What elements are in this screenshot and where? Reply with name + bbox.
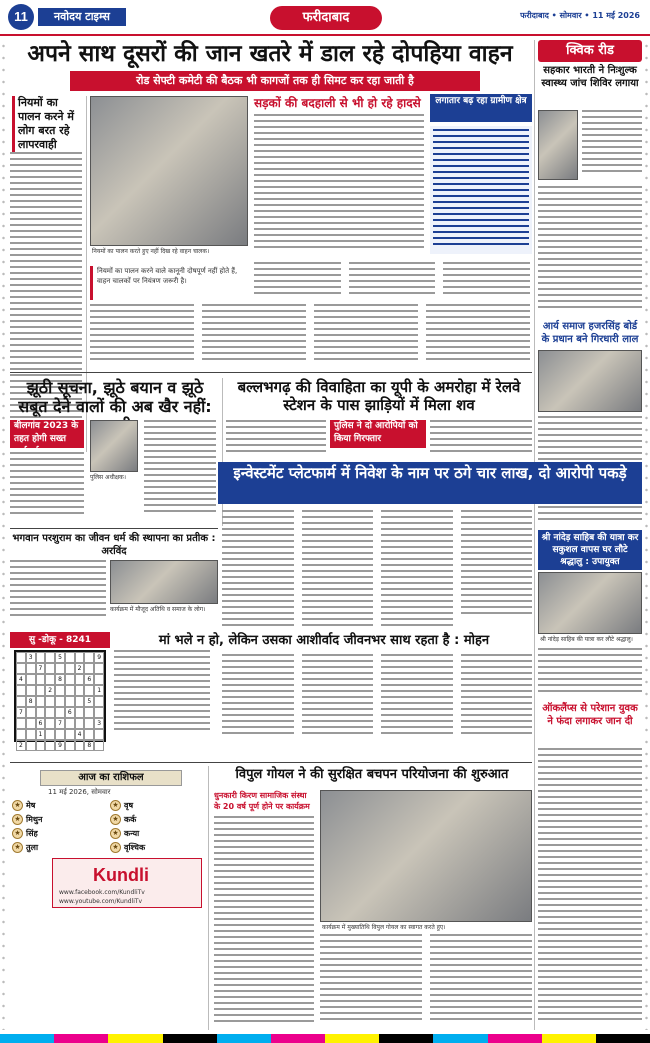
sudoku-cell: [16, 663, 26, 674]
sudoku-cell: [16, 696, 26, 707]
sudoku-cell: [65, 718, 75, 729]
sudoku-cell: [65, 740, 75, 751]
sudoku-cell: [75, 652, 85, 663]
zodiac-icon: ★: [12, 828, 23, 839]
arya-samaj-headline: आर्य समाज हजरसिंह बोर्ड के प्रधान बने गिरधारी लाल: [541, 321, 639, 345]
youth-text: [538, 748, 642, 1028]
sudoku-cell: 3: [26, 652, 36, 663]
sudoku-cell: [45, 740, 55, 751]
sudoku-cell: 6: [84, 674, 94, 685]
lead-blue-box-text: [430, 126, 532, 254]
sudoku-cell: [55, 663, 65, 674]
sudoku-cell: [36, 740, 46, 751]
youth-headline: ऑकलैंप्स से परेशान युवक ने फंदा लगाकर जान दी: [542, 703, 638, 727]
sp-headline: झूठी सूचना, झूठे बयान व झूठे सबूत देने वालों की अब खैर नहीं:: [18, 378, 212, 416]
parshuram-photo: [110, 560, 218, 604]
sudoku-cell: [75, 674, 85, 685]
sudoku-cell: [26, 674, 36, 685]
sudoku-cell: [26, 729, 36, 740]
vipul-photo: [320, 790, 532, 922]
sudoku-cell: [36, 674, 46, 685]
sudoku-cell: [26, 718, 36, 729]
sudoku-cell: 8: [84, 740, 94, 751]
sudoku-cell: [36, 685, 46, 696]
sudoku-cell: 3: [94, 718, 104, 729]
lead-mid-text: [254, 262, 530, 302]
sudoku-cell: 1: [94, 685, 104, 696]
quick-read-photo: [538, 110, 578, 180]
sudoku-cell: 7: [36, 663, 46, 674]
arya-samaj-photo: [538, 350, 642, 412]
lead-photo-caption: नियमों का पालन करते हुए नहीं दिख रहे वाहन चालक।: [92, 248, 210, 255]
sudoku-cell: 9: [55, 740, 65, 751]
sudoku-cell: [65, 652, 75, 663]
sudoku-cell: [94, 674, 104, 685]
sudoku-cell: [55, 685, 65, 696]
sp-photo-caption: पुलिस अधीक्षक।: [90, 474, 127, 481]
zodiac-label: कर्क: [124, 815, 137, 824]
sudoku-cell: 4: [75, 729, 85, 740]
sudoku-cell: [65, 663, 75, 674]
parshuram-text-col1: [10, 560, 106, 626]
sudoku-cell: [84, 685, 94, 696]
sudoku-cell: [94, 663, 104, 674]
sudoku-cell: [45, 718, 55, 729]
nanded-text: [538, 648, 642, 698]
sudoku-cell: 2: [75, 663, 85, 674]
zodiac-icon: ★: [12, 814, 23, 825]
sudoku-cell: [16, 729, 26, 740]
vipul-subheadline: धुनकारी किरण सामाजिक संस्था के 20 वर्ष पूर्ण होने पर कार्यक्रम: [214, 791, 310, 811]
sudoku-cell: 8: [26, 696, 36, 707]
sudoku-cell: 2: [16, 740, 26, 751]
sudoku-instructions: [114, 650, 210, 742]
zodiac-label: कन्या: [124, 829, 140, 838]
ballabhgarh-text-col3: [430, 420, 532, 458]
sudoku-cell: 9: [94, 652, 104, 663]
sudoku-cell: [55, 696, 65, 707]
sudoku-cell: [84, 663, 94, 674]
sudoku-cell: [16, 652, 26, 663]
side-dot-strip-right: [644, 40, 649, 1030]
sudoku-cell: [65, 696, 75, 707]
vipul-text-col1: [214, 816, 314, 1028]
sudoku-cell: 8: [55, 674, 65, 685]
sudoku-cell: [94, 696, 104, 707]
sudoku-cell: 7: [55, 718, 65, 729]
lead-side-heading: नियमों का पालन करने में लोग बरत रहे लापरवाही: [12, 96, 82, 152]
sudoku-cell: 1: [36, 729, 46, 740]
sudoku-cell: 4: [16, 674, 26, 685]
section-rule: [10, 762, 532, 763]
lead-blue-highlight: लगातार बढ़ रहा ग्रामीण क्षेत्र: [430, 94, 532, 122]
zodiac-label: मेष: [26, 801, 36, 810]
brand-logo: नवोदय टाइम्स: [38, 8, 126, 26]
lead-bottom-text: [90, 304, 530, 364]
nanded-caption: श्री नांदेड़ साहिब की यात्रा कर लौटे श्रद्धालु।: [540, 636, 633, 643]
investment-text: [222, 510, 532, 626]
investment-fraud-banner: इन्वेस्टमेंट प्लेटफार्म में निवेश के नाम पर ठगे चार लाख, दो आरोपी पकड़े: [218, 462, 642, 504]
ad-facebook-line: www.facebook.com/KundliTv: [59, 889, 145, 896]
lead-inner-text: [254, 114, 424, 254]
sudoku-cell: [45, 652, 55, 663]
sudoku-cell: [36, 652, 46, 663]
sudoku-cell: [94, 707, 104, 718]
sudoku-cell: [75, 696, 85, 707]
sudoku-cell: [75, 740, 85, 751]
ballabhgarh-text-col1: [226, 420, 326, 458]
sudoku-cell: [36, 707, 46, 718]
dateline: फरीदाबाद • सोमवार • 11 मई 2026: [520, 11, 640, 20]
vipul-text-col2: [320, 934, 532, 1028]
parshuram-headline: भगवान परशुराम का जीवन धर्म की स्थापना का प्रतीक : अरविंद: [12, 533, 216, 557]
sudoku-cell: [94, 740, 104, 751]
parshuram-caption: कार्यक्रम में मौजूद अतिथि व समाज के लोग।: [110, 606, 206, 613]
page-number: 11: [8, 4, 34, 30]
quick-read-side-text: [582, 110, 642, 180]
lead-inner-heading: सड़कों की बदहाली से भी हो रहे हादसे: [254, 96, 421, 110]
sudoku-cell: 6: [65, 707, 75, 718]
sudoku-cell: [45, 707, 55, 718]
zodiac-icon: ★: [12, 842, 23, 853]
sp-subheadline: बीलगांव 2023 के तहत होगी सख्त: [10, 420, 84, 448]
sudoku-cell: [26, 685, 36, 696]
zodiac-icon: ★: [110, 828, 121, 839]
zodiac-label: सिंह: [26, 829, 38, 838]
sudoku-cell: [84, 718, 94, 729]
side-dot-strip-left: [1, 40, 6, 1030]
section-rule: [10, 372, 532, 373]
kundli-advertisement: [52, 858, 202, 908]
zodiac-icon: ★: [110, 800, 121, 811]
sudoku-cell: [65, 685, 75, 696]
quick-read-text: [538, 186, 642, 316]
ad-youtube-line: www.youtube.com/KundliTv: [59, 898, 143, 905]
zodiac-icon: ★: [110, 842, 121, 853]
column-rule: [208, 766, 209, 1030]
ballabhgarh-headline: बल्लभगढ़ की विवाहिता का यूपी के अमरोहा में रेलवे स्टेशन के पास झाड़ियों में मिला शव: [237, 378, 521, 414]
mother-headline: मां भले न हो, लेकिन उसका आशीर्वाद जीवनभर साथ रहता है : मोहन: [158, 633, 490, 648]
section-rule: [10, 528, 218, 529]
sudoku-cell: [75, 707, 85, 718]
lead-quote-box: नियमों का पालन करने वाले कानूनी दोषपूर्ण नहीं होते हैं, वाहन चालकों पर नियंत्रण जरूरी है।: [90, 266, 250, 300]
police-strip: पुलिस ने दो आरोपियों को किया गिरफ्तार: [330, 420, 426, 448]
sudoku-cell: [55, 707, 65, 718]
sudoku-cell: [16, 685, 26, 696]
sudoku-cell: [84, 652, 94, 663]
sudoku-grid: [14, 650, 106, 749]
sudoku-label: सु -डोकू - 8241: [10, 632, 110, 648]
sudoku-cell: [75, 718, 85, 729]
sudoku-cell: [75, 685, 85, 696]
sudoku-cell: [26, 663, 36, 674]
quick-read-headline: सहकार भारती ने निःशुल्क स्वास्थ्य जांच शिविर लगाया: [541, 65, 639, 89]
sudoku-cell: 7: [16, 707, 26, 718]
sudoku-cell: [16, 718, 26, 729]
zodiac-icon: ★: [110, 814, 121, 825]
sudoku-cell: [36, 696, 46, 707]
rashifal-date: 11 मई 2026, सोमवार: [48, 788, 111, 796]
rashifal-label: आज का राशिफल: [40, 770, 182, 786]
vipul-headline: विपुल गोयल ने की सुरक्षित बचपन परियोजना की शुरुआत: [235, 767, 509, 782]
nanded-photo: [538, 572, 642, 634]
lead-subheadline: रोड सेफ्टी कमेटी की बैठक भी कागजों तक ही सिमट कर रहा जाती है: [70, 71, 480, 91]
mother-text: [222, 654, 532, 754]
nanded-headline: श्री नांदेड़ साहिब की यात्रा कर सकुशल वापस घर लौटे श्रद्धालु : उपायुक्त: [538, 530, 642, 570]
sudoku-cell: [45, 696, 55, 707]
sp-text-col2: [144, 420, 216, 522]
sudoku-cell: [45, 729, 55, 740]
zodiac-label: वृश्चिक: [124, 843, 146, 852]
lead-headline: अपने साथ दूसरों की जान खतरे में डाल रहे दोपहिया वाहन: [27, 41, 513, 67]
sudoku-cell: [65, 729, 75, 740]
vipul-caption: कार्यक्रम में मुख्यातिथि विपुल गोयल का स्वागत करते हुए।: [322, 924, 446, 931]
quick-read-label: क्विक रीड: [538, 40, 642, 62]
right-column-rule: [534, 40, 535, 1030]
sp-text-col1: [10, 452, 84, 522]
color-calibration-bar: [0, 1034, 650, 1043]
kundli-logo: Kundli: [93, 865, 149, 885]
zodiac-label: वृष: [124, 801, 134, 810]
lead-photo-traffic: [90, 96, 248, 246]
city-tag: फरीदाबाद: [270, 6, 382, 30]
zodiac-icon: ★: [12, 800, 23, 811]
sp-photo: [90, 420, 138, 472]
sudoku-cell: 2: [45, 685, 55, 696]
sudoku-cell: [65, 674, 75, 685]
sudoku-cell: [26, 740, 36, 751]
sudoku-cell: 5: [55, 652, 65, 663]
sudoku-cell: 5: [84, 696, 94, 707]
zodiac-label: मिथुन: [26, 815, 43, 824]
sudoku-cell: [94, 729, 104, 740]
sudoku-cell: [84, 707, 94, 718]
sudoku-cell: 6: [36, 718, 46, 729]
sudoku-cell: [45, 674, 55, 685]
sudoku-cell: [45, 663, 55, 674]
sudoku-cell: [26, 707, 36, 718]
zodiac-label: तुला: [26, 843, 39, 852]
masthead: [0, 0, 650, 36]
sudoku-cell: [55, 729, 65, 740]
sudoku-cell: [84, 729, 94, 740]
